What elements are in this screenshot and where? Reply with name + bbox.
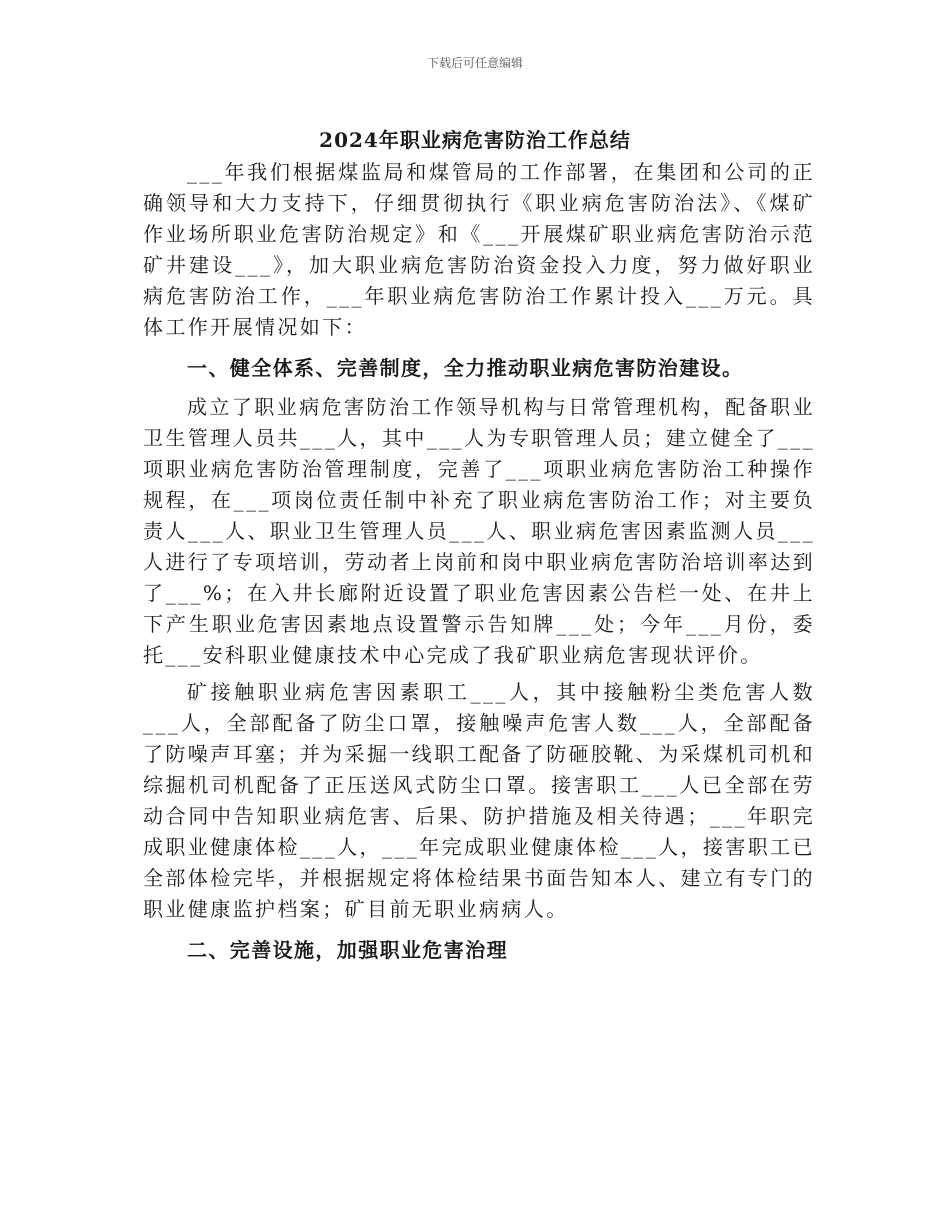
- intro-paragraph: ___年我们根据煤监局和煤管局的工作部署，在集团和公司的正确领导和大力支持下，仔细贯彻执行《职业病危害防治法》、《煤矿作业场所职业危害防治规定》和《___开展煤矿职业病危害防治示范矿井建设___》，加大职业病危害防治资金投入力度，努力做好职业病危害防治工作，___年职业病危害防治工作累计投入___万元。具体工作开展情况如下：: [143, 160, 815, 339]
- section-1-paragraph-2: 矿接触职业病危害因素职工___人，其中接触粉尘类危害人数___人，全部配备了防尘口罩，接触噪声危害人数___人，全部配备了防噪声耳塞；并为采掘一线职工配备了防砸胶靴、为采煤机司机和综掘机司机配备了正压送风式防尘口罩。接害职工___人已全部在劳动合同中告知职业病危害、后果、防护措施及相关待遇；___年职完成职业健康体检___人，___年完成职业健康体检___人，接害职工已全部体检完毕，并根据规定将体检结果书面告知本人、建立有专门的职业健康监护档案；矿目前无职业病病人。: [143, 680, 815, 921]
- section-1-paragraph-1: 成立了职业病危害防治工作领导机构与日常管理机构，配备职业卫生管理人员共___人，其中___人为专职管理人员；建立健全了___项职业病危害防治管理制度，完善了___项职业病危害防治工种操作规程，在___项岗位责任制中补充了职业病危害防治工作；对主要负责人___人、职业卫生管理人员___人、职业病危害因素监测人员___人进行了专项培训，劳动者上岗前和岗中职业病危害防治培训率达到了___%；在入井长廊附近设置了职业危害因素公告栏一处、在井上下产生职业危害因素地点设置警示告知牌___处；今年___月份，委托___安科职业健康技术中心完成了我矿职业病危害现状评价。: [143, 395, 815, 667]
- section-heading-1: 一、健全体系、完善制度，全力推动职业病危害防治建设。: [187, 356, 744, 380]
- document-body: [143, 157, 815, 974]
- download-note: 下载后可任意编辑: [426, 56, 523, 70]
- section-heading-2: 二、完善设施，加强职业危害治理: [187, 938, 508, 962]
- document-title: 2024年职业病危害防治工作总结: [319, 128, 631, 152]
